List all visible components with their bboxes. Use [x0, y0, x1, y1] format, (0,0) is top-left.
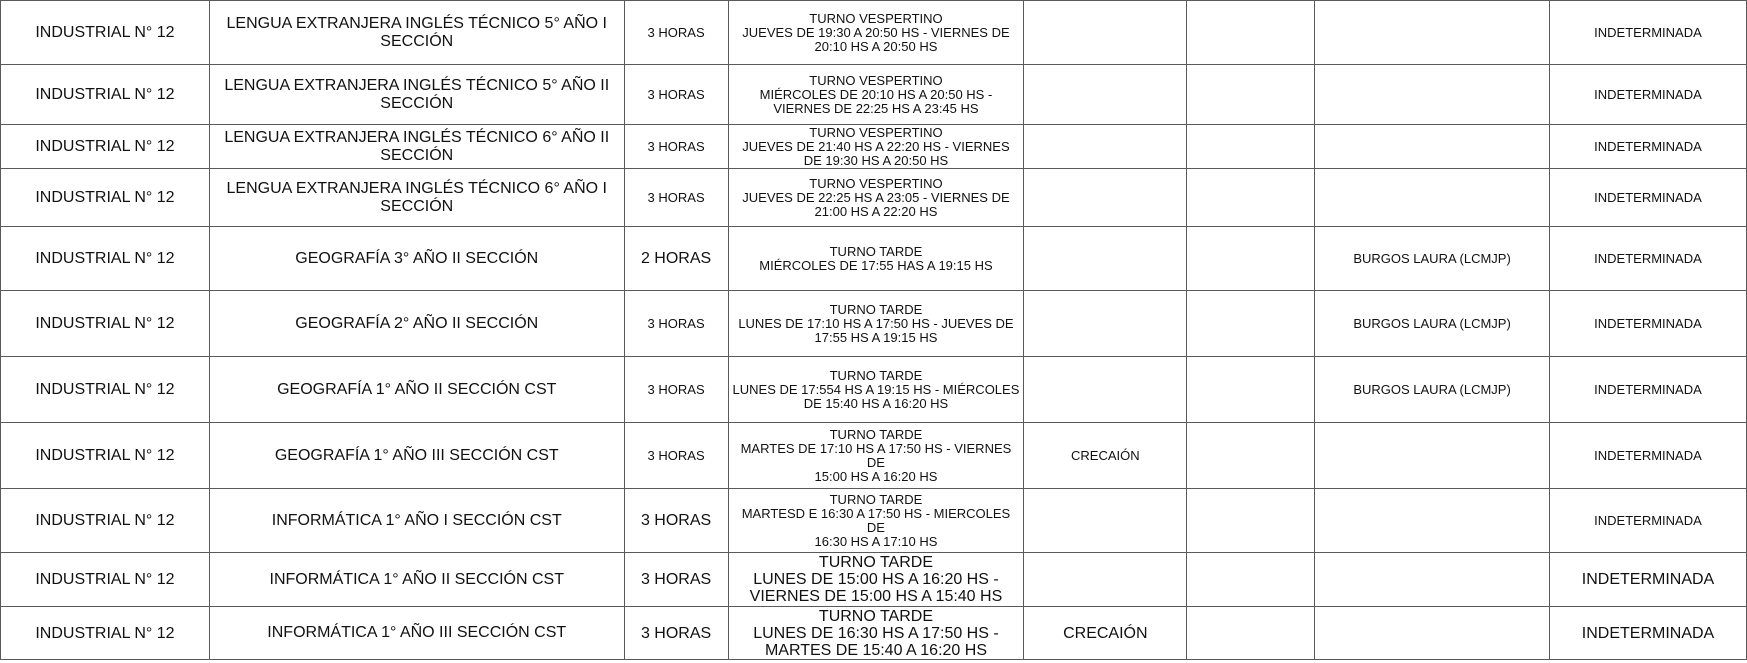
schedule-line: DE 15:40 HS A 16:20 HS [803, 395, 949, 411]
school-cell: INDUSTRIAL N° 12 [1, 357, 210, 423]
shift-label: TURNO TARDE [818, 554, 933, 571]
table-row [1, 227, 1747, 291]
teacher-cell [1315, 489, 1550, 553]
schedule-line: 16:30 HS A 17:10 HS [814, 533, 938, 549]
schedule-cell [728, 291, 1024, 357]
hours-cell: 3 HORAS [624, 169, 728, 227]
schedule-line: MARTES DE 15:40 A 16:20 HS [764, 641, 987, 659]
schedule-cell [728, 1, 1024, 65]
teacher-cell [1315, 125, 1550, 169]
schedule-line: MIÉRCOLES DE 17:55 HAS A 19:15 HS [759, 257, 993, 273]
schedule-line: JUEVES DE 19:30 A 20:50 HS - VIERNES DE [742, 24, 1010, 40]
hours-cell: 3 HORAS [624, 357, 728, 423]
teacher-cell [1315, 553, 1550, 607]
schedule-line: VIERNES DE 15:00 HS A 15:40 HS [749, 588, 1003, 605]
teacher-cell [1315, 65, 1550, 125]
duration-cell: INDETERMINADA [1549, 553, 1746, 607]
schedule-line: VIERNES DE 22:25 HS A 23:45 HS [773, 100, 979, 116]
schedule-line: JUEVES DE 22:25 HS A 23:05 - VIERNES DE [742, 189, 1010, 205]
subject-cell: GEOGRAFÍA 1° AÑO III SECCIÓN CST [209, 423, 624, 489]
hours-cell: 3 HORAS [624, 291, 728, 357]
schedule-line: LUNES DE 16:30 HS A 17:50 HS - [753, 624, 999, 642]
schedule-cell [728, 607, 1024, 660]
duration-cell: INDETERMINADA [1549, 169, 1746, 227]
note-cell [1024, 553, 1187, 607]
table-row [1, 357, 1747, 423]
schedule-line: LUNES DE 17:10 HS A 17:50 HS - JUEVES DE [738, 315, 1014, 331]
schedule-cell [728, 423, 1024, 489]
table-row [1, 291, 1747, 357]
school-cell: INDUSTRIAL N° 12 [1, 423, 210, 489]
schedule-line: 17:55 HS A 19:15 HS [814, 329, 938, 345]
hours-cell: 2 HORAS [624, 227, 728, 291]
table-row [1, 65, 1747, 125]
note-cell [1024, 169, 1187, 227]
note-cell [1024, 1, 1187, 65]
empty-cell [1187, 1, 1315, 65]
subject-cell: INFORMÁTICA 1° AÑO II SECCIÓN CST [209, 553, 624, 607]
table-row [1, 489, 1747, 553]
schedule-line: LUNES DE 17:554 HS A 19:15 HS - MIÉRCOLES [732, 381, 1020, 397]
schedule-line: MARTES DE 17:10 HS A 17:50 HS - VIERNES DE [740, 440, 1012, 470]
subject-cell: INFORMÁTICA 1° AÑO I SECCIÓN CST [209, 489, 624, 553]
duration-cell: INDETERMINADA [1549, 291, 1746, 357]
shift-label: TURNO TARDE [829, 491, 923, 507]
school-cell: INDUSTRIAL N° 12 [1, 489, 210, 553]
note-cell [1024, 489, 1187, 553]
table-row [1, 125, 1747, 169]
schedule-line: 20:10 HS A 20:50 HS [814, 38, 938, 54]
teacher-cell: BURGOS LAURA (LCMJP) [1315, 227, 1550, 291]
schedule-cell [728, 65, 1024, 125]
school-cell: INDUSTRIAL N° 12 [1, 125, 210, 169]
schedule-line: JUEVES DE 21:40 HS A 22:20 HS - VIERNES [742, 138, 1010, 154]
empty-cell [1187, 553, 1315, 607]
empty-cell [1187, 607, 1315, 660]
empty-cell [1187, 291, 1315, 357]
hours-cell: 3 HORAS [624, 423, 728, 489]
duration-cell: INDETERMINADA [1549, 1, 1746, 65]
duration-cell: INDETERMINADA [1549, 357, 1746, 423]
duration-cell: INDETERMINADA [1549, 227, 1746, 291]
shift-label: TURNO VESPERTINO [809, 175, 943, 191]
note-cell [1024, 125, 1187, 169]
schedule-cell [728, 489, 1024, 553]
subject-cell: LENGUA EXTRANJERA INGLÉS TÉCNICO 5° AÑO I SECCIÓN [209, 1, 624, 65]
hours-cell: 3 HORAS [624, 553, 728, 607]
duration-cell: INDETERMINADA [1549, 489, 1746, 553]
note-cell: CRECAIÓN [1024, 607, 1187, 660]
schedule-line: 21:00 HS A 22:20 HS [814, 203, 938, 219]
subject-cell: INFORMÁTICA 1° AÑO III SECCIÓN CST [209, 607, 624, 660]
empty-cell [1187, 423, 1315, 489]
schedule-cell [728, 553, 1024, 607]
duration-cell: INDETERMINADA [1549, 423, 1746, 489]
subject-cell: GEOGRAFÍA 3° AÑO II SECCIÓN [209, 227, 624, 291]
teacher-cell [1315, 607, 1550, 660]
hours-cell: 3 HORAS [624, 65, 728, 125]
note-cell [1024, 357, 1187, 423]
subject-cell: LENGUA EXTRANJERA INGLÉS TÉCNICO 6° AÑO I SECCIÓN [209, 169, 624, 227]
school-cell: INDUSTRIAL N° 12 [1, 607, 210, 660]
school-cell: INDUSTRIAL N° 12 [1, 227, 210, 291]
duration-cell: INDETERMINADA [1549, 125, 1746, 169]
schedule-cell [728, 357, 1024, 423]
school-cell: INDUSTRIAL N° 12 [1, 1, 210, 65]
table-row [1, 423, 1747, 489]
teacher-cell [1315, 423, 1550, 489]
schedule-cell [728, 125, 1024, 169]
hours-cell: 3 HORAS [624, 489, 728, 553]
shift-label: TURNO VESPERTINO [809, 10, 943, 26]
subject-cell: LENGUA EXTRANJERA INGLÉS TÉCNICO 6° AÑO II SECCIÓN [209, 125, 624, 169]
teacher-cell [1315, 1, 1550, 65]
schedule-cell [728, 169, 1024, 227]
table-row [1, 1, 1747, 65]
shift-label: TURNO VESPERTINO [809, 124, 943, 140]
empty-cell [1187, 65, 1315, 125]
school-cell: INDUSTRIAL N° 12 [1, 553, 210, 607]
table-row [1, 169, 1747, 227]
schedule-cell [728, 227, 1024, 291]
empty-cell [1187, 125, 1315, 169]
schedule-line: MARTESD E 16:30 A 17:50 HS - MIERCOLES DE [741, 505, 1011, 535]
duration-cell: INDETERMINADA [1549, 65, 1746, 125]
note-cell: CRECAIÓN [1024, 423, 1187, 489]
note-cell [1024, 227, 1187, 291]
shift-label: TURNO TARDE [829, 426, 923, 442]
subject-cell: GEOGRAFÍA 1° AÑO II SECCIÓN CST [209, 357, 624, 423]
subject-cell: GEOGRAFÍA 2° AÑO II SECCIÓN [209, 291, 624, 357]
shift-label: TURNO TARDE [829, 367, 923, 383]
note-cell [1024, 65, 1187, 125]
school-cell: INDUSTRIAL N° 12 [1, 291, 210, 357]
teacher-cell: BURGOS LAURA (LCMJP) [1315, 357, 1550, 423]
schedule-line: 15:00 HS A 16:20 HS [814, 468, 938, 484]
shift-label: TURNO TARDE [818, 607, 933, 625]
empty-cell [1187, 227, 1315, 291]
schedule-line: LUNES DE 15:00 HS A 16:20 HS - [753, 571, 999, 588]
shift-label: TURNO VESPERTINO [809, 72, 943, 88]
shift-label: TURNO TARDE [829, 243, 923, 259]
duration-cell: INDETERMINADA [1549, 607, 1746, 660]
schedule-line: MIÉRCOLES DE 20:10 HS A 20:50 HS - [759, 86, 993, 102]
table-row [1, 553, 1747, 607]
table-row [1, 607, 1747, 660]
teacher-cell [1315, 169, 1550, 227]
subject-cell: LENGUA EXTRANJERA INGLÉS TÉCNICO 5° AÑO II SECCIÓN [209, 65, 624, 125]
shift-label: TURNO TARDE [829, 301, 923, 317]
note-cell [1024, 291, 1187, 357]
hours-cell: 3 HORAS [624, 125, 728, 169]
empty-cell [1187, 169, 1315, 227]
teacher-cell: BURGOS LAURA (LCMJP) [1315, 291, 1550, 357]
empty-cell [1187, 357, 1315, 423]
schedule-line: DE 19:30 HS A 20:50 HS [803, 152, 949, 168]
school-cell: INDUSTRIAL N° 12 [1, 169, 210, 227]
table-body [1, 1, 1747, 660]
school-cell: INDUSTRIAL N° 12 [1, 65, 210, 125]
empty-cell [1187, 489, 1315, 553]
hours-cell: 3 HORAS [624, 607, 728, 660]
hours-cell: 3 HORAS [624, 1, 728, 65]
